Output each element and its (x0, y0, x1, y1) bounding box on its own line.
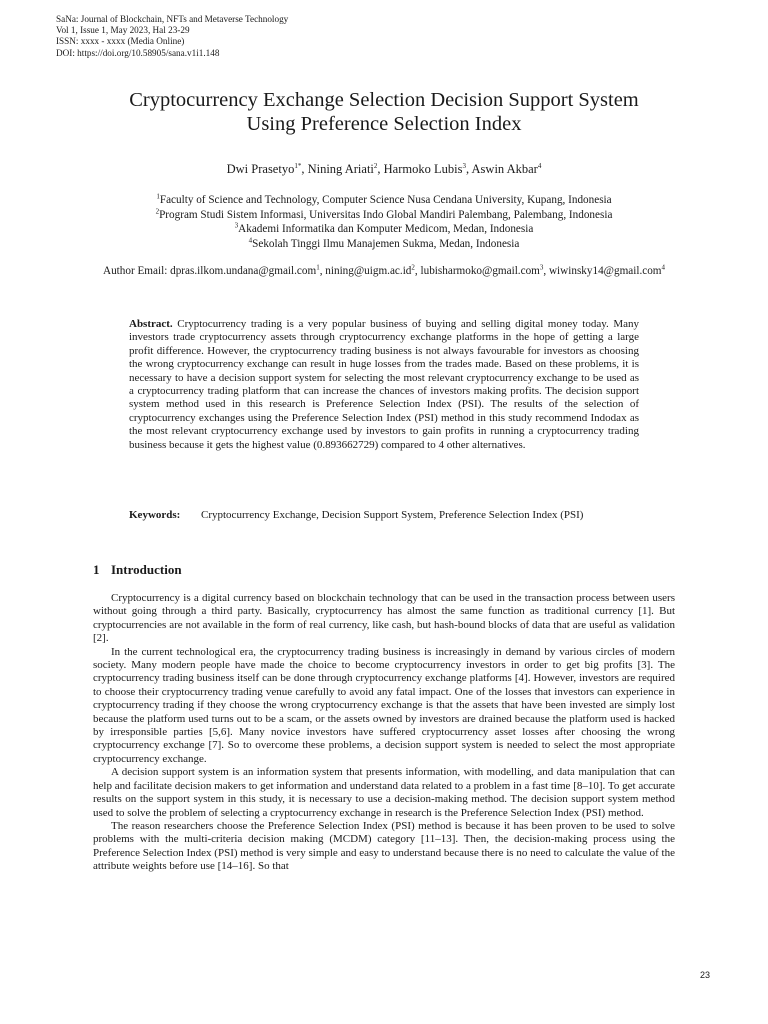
keywords (129, 509, 639, 522)
keywords-label: Keywords: (129, 509, 181, 521)
affiliation-text: Akademi Informatika dan Komputer Medicom, Medan, Indonesia (238, 223, 534, 235)
affiliation-text: Faculty of Science and Technology, Computer Science Nusa Cendana University, Kupang, Indonesia (159, 194, 612, 206)
paragraph: Cryptocurrency is a digital currency based on blockchain technology that can be used in the transaction process between users without going through a third party. Basically, cryptocurrency has almost the same function as traditional currency [1]. But cryptocurrencies are not available in the form of real currency, like cash, but hash-bound blocks of data that are useful as validation [2]. (93, 592, 675, 645)
title-line: Using Preference Selection Index (246, 113, 522, 135)
journal-header (56, 14, 288, 59)
paper-title (80, 88, 688, 136)
author-name: Nining Ariati (307, 162, 374, 176)
email-marker: 1 (316, 263, 320, 272)
section-title: Introduction (111, 562, 182, 577)
affiliation-list (80, 193, 688, 251)
affiliation-text: Program Studi Sistem Informasi, Universitas Indo Global Mandiri Palembang, Palembang, Indonesia (159, 208, 613, 221)
email-marker: 3 (539, 263, 544, 272)
abstract-label: Abstract. (129, 318, 173, 330)
affiliation (80, 208, 688, 223)
paragraph: In the current technological era, the cryptocurrency trading business is increasingly in demand by various circles of modern society. Many modern people have made the choice to become cryptocurrency investors in order to get big profits [3]. The cryptocurrency trading business itself can be done through cryptocurrency exchange platforms [4]. However, investors are required to choose their cryptocurrency trading venue carefully to avoid any fatal impact. One of the losses that investors can experience in cryptocurrency trading if they choose the wrong cryptocurrency exchange is that the assets that have been invested are simply lost because the platform used turns out to be a scam, or the assets owned by investors are drained because the platform used is hacked by irresponsible parties [5,6]. Many novice investors have suffered cryptocurrency asset losses after choosing the wrong cryptocurrency exchange [7]. So to overcome these problems, a decision support system is needed to select the most appropriate cryptocurrency exchange. (93, 645, 675, 765)
email-label: Author Email: (102, 265, 168, 277)
keywords-text: Cryptocurrency Exchange, Decision Support System, Preference Selection Index (PSI) (201, 509, 584, 521)
author-emails: Author Email: dpras.ilkom.undana@gmail.com$^1$, $nining@uigm.ac.id^2$, lubisharmoko@gmail.com$^3$, wiwinsky14@gmail.com$^4$ (102, 263, 666, 277)
affiliation (80, 237, 688, 252)
affiliation-text: Sekolah Tinggi Ilmu Manajemen Sukma, Medan, Indonesia (252, 237, 520, 250)
author-name: Aswin Akbar (471, 162, 538, 176)
journal-issn: ISSN: xxxx - xxxx (Media Online) (56, 36, 185, 47)
journal-volume: Vol 1, Issue 1, May 2023, Hal 23-29 (56, 25, 190, 36)
author-marker: 4 (537, 161, 542, 170)
email-marker: 4 (661, 263, 666, 272)
paragraph: A decision support system is an information system that presents information, with modelling, and data manipulation that can help and facilitate decision makers to get information and understand data related to a problem in a fast time [8–10]. To get accurate results on the support system in this study, it is necessary to use a decision-making method. The decision support system method used to solve the problem of selecting a cryptocurrency exchange in research is the Preference Selection Index (PSI) method. (93, 766, 675, 819)
affiliation-marker: 2 (155, 206, 160, 215)
author-marker: 1* (294, 161, 302, 170)
email-marker: 2 (411, 263, 415, 272)
paragraph: The reason researchers choose the Preference Selection Index (PSI) method is because it has been proven to be used to solve problems with the multi-criteria decision making (MCDM) category [11–13]. Then, the decision-making process using the Preference Selection Index (PSI) method is very simple and easy to understand because there is no need to calculate the value of the attribute weights before use [14–16]. So that (93, 819, 675, 873)
author-list: Dwi Prasetyo$^{1*}$, Nining Ariati$^2$, Harmoko Lubis$^3$, Aswin Akbar$^4$ (226, 161, 542, 176)
abstract (129, 318, 639, 452)
journal-doi: DOI: https://doi.org/10.58905/sana.v1i1.148 (56, 47, 220, 58)
abstract-text: Cryptocurrency trading is a very popular business of buying and selling digital money today. Many investors trade cryptocurrency assets through cryptocurrency exchange platforms in the hope of getting a large profit difference. However, the cryptocurrency trading business is not always favourable for investors as choosing the wrong cryptocurrency exchange can result in huge losses from the trades made. Based on these problems, it is necessary to have a decision support system for selecting the most relevant cryptocurrency exchange to be used as a cryptocurrency trading platform that can increase the chances of investors making profits. The decision support system method used in this research is Preference Selection Index (PSI). The results of the selection of cryptocurrency exchanges using the Preference Selection Index (PSI) method in this study recommend Indodax as the most relevant cryptocurrency exchange used by investors to gain profits in running a cryptocurrency trading business because it gets the highest value (0.893662729) compared to 4 other alternatives. (129, 318, 640, 451)
affiliation-marker: 1 (156, 192, 160, 201)
affiliation-marker: 3 (234, 221, 239, 230)
title-line: Cryptocurrency Exchange Selection Decision Support System (129, 89, 639, 111)
email-link[interactable]: nining@uigm.ac.id (325, 265, 412, 277)
page-number: 23 (700, 970, 711, 980)
body-text (93, 592, 675, 874)
journal-name: SaNa: Journal of Blockchain, NFTs and Metaverse Technology (56, 14, 289, 24)
affiliation (80, 222, 688, 237)
email-link[interactable]: lubisharmoko@gmail.com (420, 265, 540, 277)
author-marker: 3 (462, 161, 466, 170)
author-marker: 2 (373, 161, 378, 170)
email-link[interactable]: wiwinsky14@gmail.com (548, 265, 662, 277)
affiliation-marker: 4 (248, 235, 253, 244)
author-name: Dwi Prasetyo (226, 162, 295, 176)
email-link[interactable]: dpras.ilkom.undana@gmail.com (170, 265, 317, 277)
author-name: Harmoko Lubis (383, 162, 463, 176)
affiliation (80, 193, 688, 208)
section-number: 1 (93, 562, 100, 577)
section-heading (93, 562, 182, 578)
